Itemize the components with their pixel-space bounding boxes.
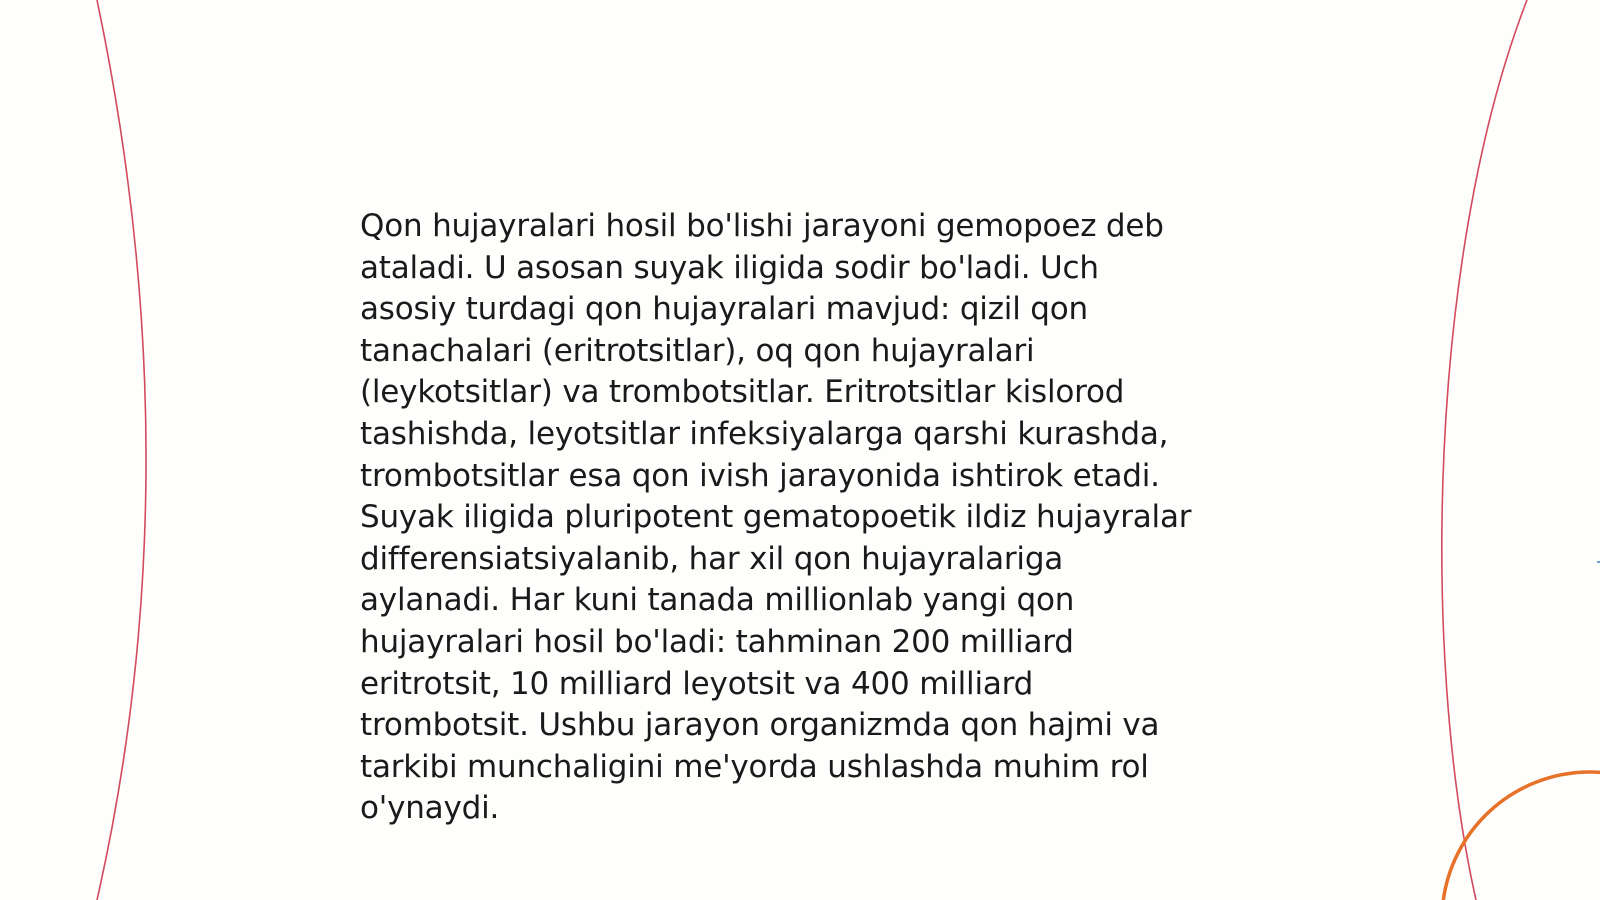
- left-arc-line: [97, 0, 146, 900]
- body-paragraph: Qon hujayralari hosil bo'lishi jarayoni gemopoez deb ataladi. U asosan suyak iligida sodir bo'ladi. Uch asosiy turdagi qon hujayralari mavjud: qizil qon tanachalari (eritrotsitlar), oq qon hujayralari (leykotsitlar) va trombotsitlar. Eritrotsitlar kislorod tashishda, leyotsitlar infeksiyalarga qarshi kurashda, trombotsitlar esa qon ivish jarayonida ishtirok etadi. Suyak iligida pluripotent gematopoetik ildiz hujayralar differensiatsiyalanib, har xil qon hujayralariga aylanadi. Har kuni tanada millionlab yangi qon hujayralari hosil bo'ladi: tahminan 200 milliard eritrotsit, 10 milliard leyotsit va 400 milliard trombotsit. Ushbu jarayon organizmda qon hajmi va tarkibi munchaligini me'yorda ushlashda muhim rol o'ynaydi.: [360, 208, 1192, 827]
- right-arc-line: [1442, 0, 1527, 900]
- orange-circle-outline: [1442, 772, 1600, 900]
